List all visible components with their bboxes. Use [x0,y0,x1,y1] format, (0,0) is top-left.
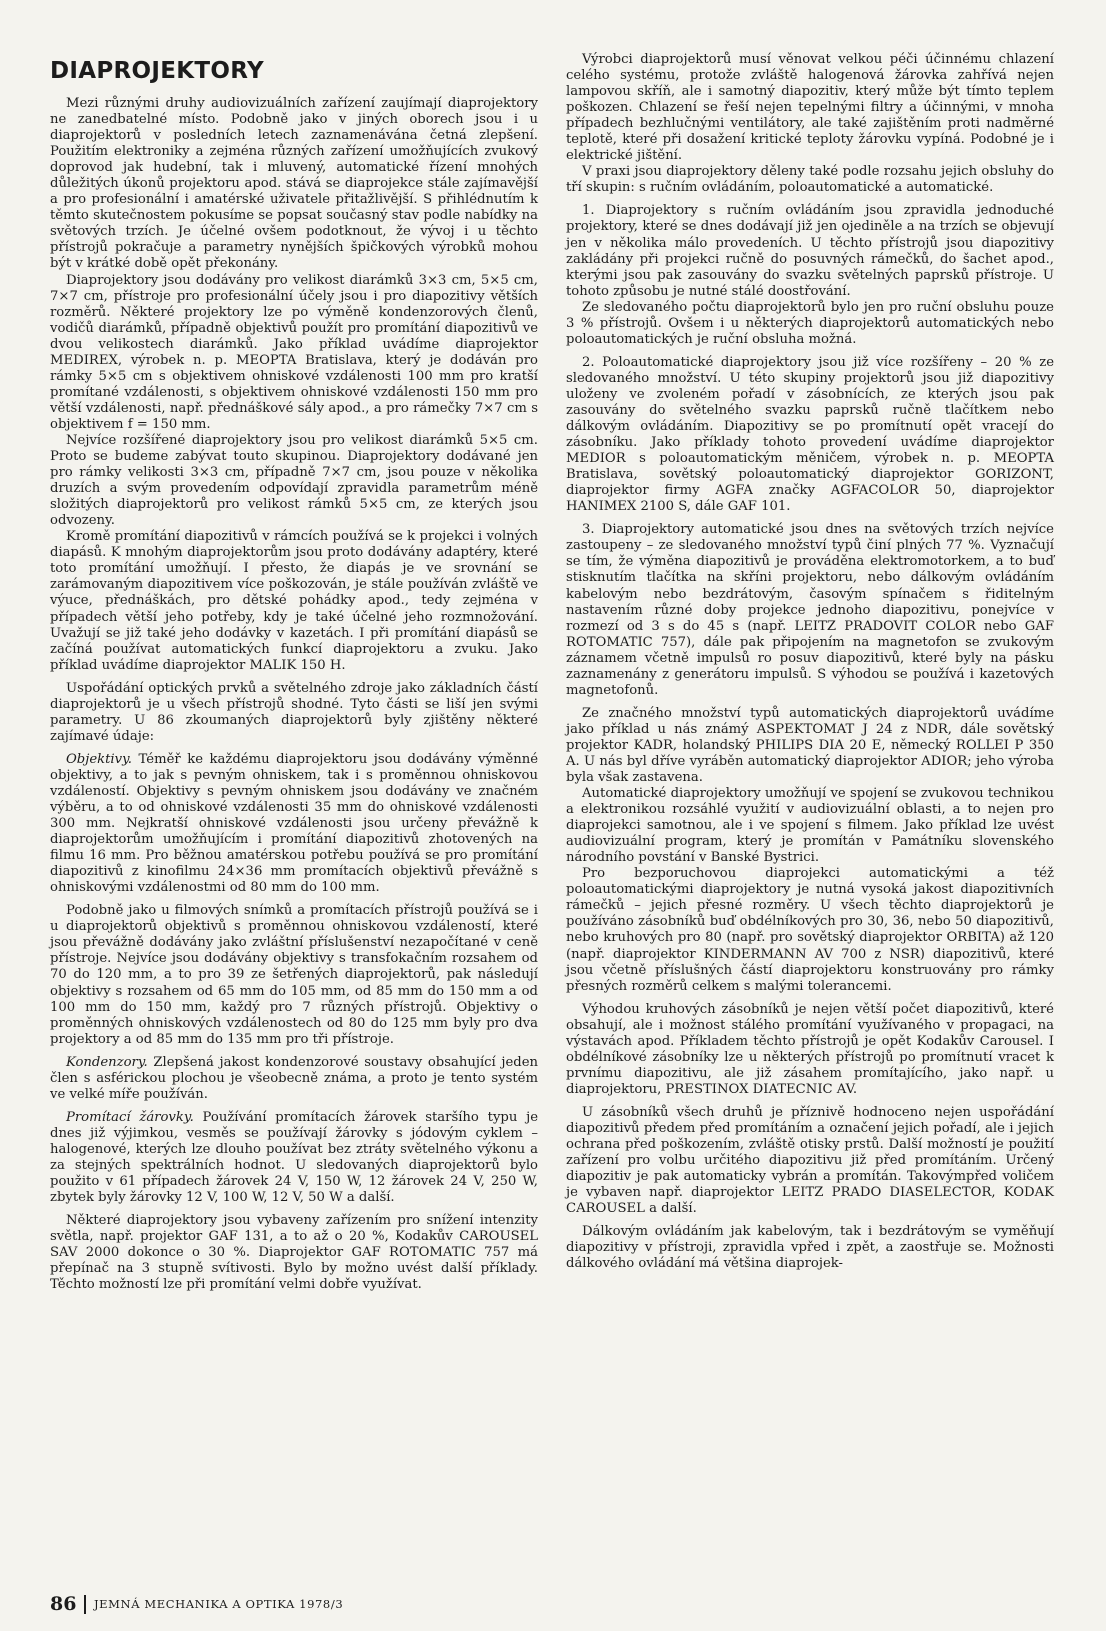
paragraph [50,273,538,433]
paragraph [566,52,1054,164]
paragraph-text: Ze značného množství typů automatických diaprojektorů uvádíme jako příklad u nás známý ASPEKTOMAT J 24 z NDR, dále sovětský projektor KADR, holandský PHILIPS DIA 20 E, německý ROLLEI P 350 A. U nás byl dříve vyráběn automatický diaprojektor ADIOR; jeho výroba byla však zastavena. [566,705,1054,786]
paragraph-text: Používání promítacích žárovek staršího typu je dnes již výjimkou, vesměs se používají žárovky s jódovým cyklem – halogenové, kterých lze dlouho používat bez ztráty světelného výkonu a za stejných spektrálních hodnot. U sledovaných diaprojektorů bylo použito v 61 případech žárovek 24 V, 150 W, 12 žárovek 24 V, 250 W, zbytek byly žárovky 12 V, 100 W, 12 V, 50 W a další. [50,1109,538,1206]
paragraph-text: Dálkovým ovládáním jak kabelovým, tak i bezdrátovým se vyměňují diapozitivy v přístroji, zpravidla vpřed i zpět, a zaostřuje se. Možnosti dálkového ovládání má většina diaprojek- [566,1224,1054,1272]
paragraph-text: Diaprojektory jsou dodávány pro velikost diarámků 3×3 cm, 5×5 cm, 7×7 cm, přístroje pro profesionální účely jsou i pro diapozitivy větších rozměrů. Některé projektory lze po výměně kondenzorových členů, vodičů diarámků, případně objektivů použít pro promítání diapozitivů ve dvou velikostech diarámků. Jako příklad uvádíme diaprojektor MEDIREX, výrobek n. p. MEOPTA Bratislava, který je dodáván pro rámky 5×5 cm s objektivem ohniskové vzdálenosti 100 mm pro kratší promítané vzdálenosti, s objektivem ohniskové vzdálenosti 150 mm pro větší vzdálenosti, např. přednáškové sály apod., a pro rámečky 7×7 cm s objektivem f = 150 mm. [50,272,538,432]
paragraph [50,529,538,673]
paragraph [566,203,1054,299]
paragraph [50,903,538,1047]
paragraph-text: Uspořádání optických prvků a světelného zdroje jako základních částí diaprojektorů je u všech přístrojů shodné. Tyto části se liší jen svými parametry. U 86 zkoumaných diaprojektorů byly zjištěny některé zajímavé údaje: [50,680,538,744]
footer-divider [84,1595,86,1614]
paragraph-text: 1. Diaprojektory s ručním ovládáním jsou zpravidla jednoduché projektory, které se dnes dodávají již jen ojediněle a na trzích se objevují jen v několika málo provedeních. U těchto přístrojů jsou diapozitivy zakládány při projekci ručně do posuvných rámečků, do šachet apod., kterými jsou pak zasouvány do svazku světelných paprsků přístroje. U tohoto způsobu je nutné stálé doostřování. [566,203,1054,299]
paragraph-text: 3. Diaprojektory automatické jsou dnes na světových trzích nejvíce zastoupeny – ze sledovaného množství typů činí plných 77 %. Vyznačují se tím, že výměna diapozitivů je prováděna elektromotorkem, a to buď stisknutím tlačítka na skříni projektoru, nebo dálkovým ovládáním kabelovým nebo bezdrátovým, časovým spínačem s řiditelným nastavením různé doby projekce jednoho diapozitivu, ponejvíce v rozmezí od 3 s do 45 s (např. LEITZ PRADOVIT COLOR nebo GAF ROTOMATIC 757), dále pak připojením na magnetofon se zvukovým záznamem včetně impulsů ro posuv diapozitivů, které byly na pásku zaznamenány z generátoru impulsů. S výhodou se používá i kazetových magnetofonů. [566,522,1054,698]
paragraph [566,522,1054,699]
paragraph [50,1110,538,1206]
article-title: DIAPROJEKTORY [50,58,264,84]
paragraph-heading: Promítací žárovky. [66,1109,194,1125]
page-footer [50,1593,343,1615]
paragraph [566,866,1054,994]
paragraph-heading: Kondenzory. [66,1054,148,1070]
paragraph-text: Pro bezporuchovou diaprojekci automatickými a též poloautomatickými diaprojektory je nutná vysoká jakost diapozitivních rámečků – jejich přesné rozměry. U všech těchto diaprojektorů je používáno zásobníků buď obdélníkových pro 30, 36, nebo 50 diapozitivů, nebo kruhových pro 80 (např. pro sovětský diaprojektor ORBITA) až 120 (např. diaprojektor KINDERMANN AV 700 z NSR) diapozitivů, které jsou včetně příslušných částí diaprojektoru konstruovány pro rámky přesných rozměrů celkem s malými tolerancemi. [566,866,1054,994]
paragraph [566,1105,1054,1217]
paragraph-text: Mezi různými druhy audiovizuálních zařízení zaujímají diaprojektory ne zanedbatelné místo. Podobně jako v jiných oborech jsou i u diaprojektorů v posledních letech zaznamenávána četná zlepšení. Použitím elektroniky a zejména různých zařízení umožňujících zvukový doprovod jak hudební, tak i mluvený, automatické řízení mnohých důležitých úkonů projektoru apod. stává se diaprojekce stále zajímavější a pro profesionální i amatérské uživatele přitažlivější. S přihlédnutím k těmto skutečnostem pokusíme se popsat současný stav podle nabídky na světových trzích. Je účelné ovšem podotknout, že vývoj i u těchto přístrojů pokračuje a parametry nynějších špičkových výrobků mohou být v krátké době opět překonány. [50,96,538,272]
paragraph [50,752,538,896]
paragraph-text: Podobně jako u filmových snímků a promítacích přístrojů používá se i u diaprojektorů objektivů s proměnnou ohniskovou vzdáleností, které jsou převážně dodávány jako zvláštní příslušenství nezapočítané v ceně přístroje. Nejvíce jsou dodávány objektivy s transfokačním rozsahem od 70 do 120 mm, a to pro 39 ze šetřených diaprojektorů, pak následují objektivy s rozsahem od 65 mm do 105 mm, od 85 mm do 150 mm a od 100 mm do 150 mm, každý pro 7 různých přístrojů. Objektivy o proměnných ohniskových vzdálenostech od 80 do 125 mm byly pro dva projektory a od 85 mm do 135 mm pro tři přístroje. [50,903,538,1047]
paragraph-text: Zlepšená jakost kondenzorové soustavy obsahující jeden člen s asférickou plochou je všeobecně známa, a proto je tento systém ve velké míře používán. [50,1054,538,1102]
paragraph-text: U zásobníků všech druhů je příznivě hodnoceno nejen uspořádání diapozitivů předem před promítáním a označení jejich pořadí, ale i jejich ochrana před poškozením, zvláště otisky prstů. Další možností je použití zařízení pro volbu určitého diapozitivu již před promítáním. Určený diapozitiv je pak automaticky vybrán a promítán. Takovýmpřed voličem je vybaven např. diaprojektor LEITZ PRADO DIASELECTOR, KODAK CAROUSEL a další. [566,1104,1054,1217]
paragraph-text: Téměř ke každému diaprojektoru jsou dodávány výměnné objektivy, a to jak s pevným ohniskem, tak i s proměnnou ohniskovou vzdáleností. Objektivy s pevným ohniskem jsou dodávány ve značném výběru, a to od ohniskové vzdálenosti 35 mm do ohniskové vzdálenosti 300 mm. Nejkratší ohniskové vzdálenosti jsou určeny převážně k diaprojektorům umožňujícím i promítání diapozitivů zhotovených na filmu 16 mm. Pro běžnou amatérskou potřebu používá se pro promítání diapozitivů z kinofilmu 24×36 mm promítacích objektivů převážně s ohniskovými vzdálenostmi od 80 mm do 100 mm. [50,751,538,896]
paragraph-text: Automatické diaprojektory umožňují ve spojení se zvukovou technikou a elektronikou rozsáhlé využití v audiovizuální oblasti, a to nejen pro diaprojekci samotnou, ale i ve spojení s filmem. Jako příklad lze uvést audiovizuální program, který je promítán v Památníku slovenského národního povstání v Banské Bystrici. [566,786,1054,866]
paragraph [566,786,1054,866]
paragraph [566,300,1054,348]
paragraph-text: Ze sledovaného počtu diaprojektorů bylo jen pro ruční obsluhu pouze 3 % přístrojů. Ovšem i u některých diaprojektorů automatických nebo poloautomatických je ruční obsluha možná. [566,299,1054,347]
paragraph-text: V praxi jsou diaprojektory děleny také podle rozsahu jejich obsluhy do tří skupin: s ručním ovládáním, poloautomatické a automatické. [566,164,1054,196]
paragraph [50,433,538,529]
paragraph-text: Kromě promítání diapozitivů v rámcích používá se k projekci i volných diapásů. K mnohým diaprojektorům jsou proto dodávány adaptéry, které toto promítání umožňují. I přesto, že diapás je ve srovnání se zarámovaným diapozitivem více poškozován, je stále používán zvláště ve výuce, přednáškách, pro dětské pohádky apod., tedy zejména v případech větší jeho potřeby, kdy je také účelné jeho rozmnožování. Uvažují se již také jeho dodávky v kazetách. I při promítání diapásů se začíná používat automatických funkcí diaprojektoru a zvuku. Jako příklad uvádíme diaprojektor MALIK 150 H. [50,529,538,673]
magazine-name: JEMNÁ MECHANIKA A OPTIKA 1978/3 [93,1597,344,1611]
paragraph [50,681,538,745]
paragraph-text: Výrobci diaprojektorů musí věnovat velkou péči účinnému chlazení celého systému, protože zvláště halogenová žárovka zahřívá nejen lampovou skříň, ale i samotný diapozitiv, který může být tímto teplem poškozen. Chlazení se řeší nejen tepelnými filtry a účinnými, v mnoha případech bezhlučnými ventilátory, ale také zajištěním proti nadměrné teplotě, které při dosažení kritické teploty žárovku vypíná. Podobné je i elektrické jištění. [566,52,1054,164]
left-column [50,52,538,1293]
paragraph-heading: Objektivy. [66,751,132,767]
right-column [566,52,1054,1272]
paragraph-text: Nejvíce rozšířené diaprojektory jsou pro velikost diarámků 5×5 cm. Proto se budeme zabývat touto skupinou. Diaprojektory dodávané jen pro rámky velikosti 3×3 cm, případně 7×7 cm, jsou pouze v několika druzích a svým provedením odpovídají zpravidla parametrům méně složitých diaprojektorů pro velikost rámků 5×5 cm, ze kterých jsou odvozeny. [50,432,538,529]
paragraph-text: Některé diaprojektory jsou vybaveny zařízením pro snížení intenzity světla, např. projektor GAF 131, a to až o 20 %, Kodakův CAROUSEL SAV 2000 dokonce o 30 %. Diaprojektor GAF ROTOMATIC 757 má přepínač na 3 stupně svítivosti. Bylo by možno uvést další příklady. Těchto možností lze při promítání velmi dobře využívat. [50,1213,538,1293]
paragraph [566,355,1054,515]
paragraph-text: 2. Poloautomatické diaprojektory jsou již více rozšířeny – 20 % ze sledovaného množství. U této skupiny projektorů jsou již diapozitivy uloženy ve zvoleném pořadí v zásobnících, ze kterých jsou pak zasouvány do světelného svazku paprsků ručně tlačítkem nebo dálkovým ovládáním. Diapozitivy se po promítnutí opět vracejí do zásobníku. Jako příklady tohoto provedení uvádíme diaprojektor MEDIOR s poloautomatickým měničem, výrobek n. p. MEOPTA Bratislava, sovětský poloautomatický diaprojektor GORIZONT, diaprojektor firmy AGFA značky AGFACOLOR 50, diaprojektor HANIMEX 2100 S, dále GAF 101. [566,354,1054,515]
paragraph [50,96,538,273]
paragraph [566,706,1054,786]
paragraph [566,164,1054,196]
paragraph [50,1213,538,1293]
page-number: 86 [50,1593,77,1615]
paragraph [50,1055,538,1103]
paragraph-text: Výhodou kruhových zásobníků je nejen větší počet diapozitivů, které obsahují, ale i možnost stálého promítání využívaného v propagaci, na výstavách apod. Příkladem těchto přístrojů je opět Kodakův Carousel. I obdélníkové zásobníky lze u některých přístrojů po promítnutí vracet k prvnímu diapozitivu, ale již zásahem promítajícího, jako např. u diaprojektoru, PRESTINOX DIATECNIC AV. [566,1001,1054,1097]
paragraph [566,1002,1054,1098]
paragraph [566,1224,1054,1272]
